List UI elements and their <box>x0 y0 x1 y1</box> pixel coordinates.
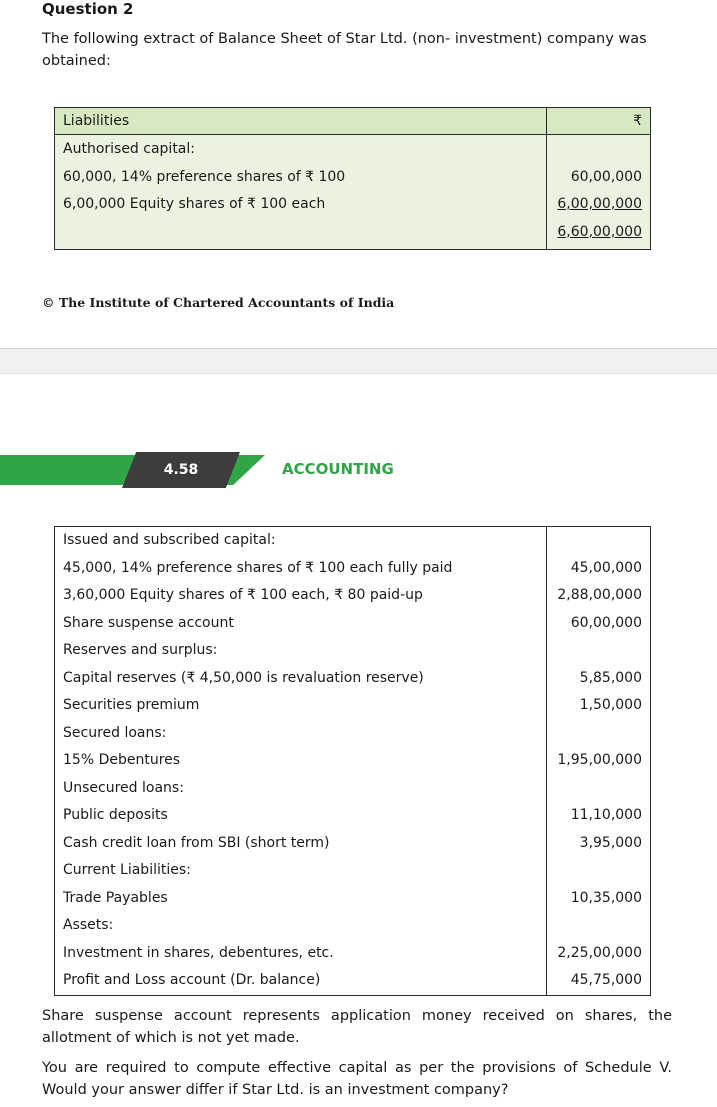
chapter-title: ACCOUNTING <box>282 460 394 478</box>
table-row-amount: 45,00,000 <box>570 559 642 576</box>
table-row-label: 60,000, 14% preference shares of ₹ 100 <box>63 168 346 185</box>
table-row-amount <box>555 136 642 164</box>
table-amounts-column <box>547 527 651 996</box>
liabilities-table-part2 <box>54 526 651 996</box>
copyright-notice: © The Institute of Chartered Accountants of India <box>42 295 395 310</box>
liabilities-header: Liabilities <box>55 108 547 135</box>
table-row-label <box>63 219 538 247</box>
table-row-amount: 2,25,00,000 <box>557 944 642 961</box>
table-row-label: Share suspense account <box>63 614 234 631</box>
table-row-amount <box>555 720 642 748</box>
requirement-paragraph: You are required to compute effective capital as per the provisions of Schedule V. Would your answer differ if Star Ltd. is an investment company? <box>42 1060 672 1098</box>
rupee-header: ₹ <box>547 108 651 135</box>
table-row-label: Unsecured loans: <box>63 779 184 796</box>
table-row-label: Public deposits <box>63 807 168 823</box>
note-paragraph: Share suspense account represents application money received on shares, the allotment of which is not yet made. <box>42 1008 672 1046</box>
table-row-label: Assets: <box>63 917 114 933</box>
table-row-amount: 3,95,000 <box>579 834 642 851</box>
table-row-label: 3,60,000 Equity shares of ₹ 100 each, ₹ 80 paid-up <box>63 587 423 603</box>
page-separator <box>0 348 717 374</box>
table-row-amount <box>555 637 642 665</box>
table-row-amount: 11,10,000 <box>570 807 642 823</box>
table-row-amount: 45,75,000 <box>570 972 642 988</box>
table-labels-column <box>55 527 547 996</box>
table-row-label: Cash credit loan from SBI (short term) <box>63 834 330 851</box>
table-row-amount <box>555 912 642 940</box>
table-row-amount <box>555 775 642 803</box>
table-row-amount: 1,95,00,000 <box>557 752 642 768</box>
table-row-amount: 60,00,000 <box>570 168 642 185</box>
liabilities-table-part1 <box>54 107 651 250</box>
question-title: Question 2 <box>42 0 134 18</box>
table-row-amount: 5,85,000 <box>579 669 642 686</box>
total-amount: 6,60,00,000 <box>557 223 642 240</box>
table-row-amount <box>555 857 642 885</box>
table-row-label: Profit and Loss account (Dr. balance) <box>63 972 321 988</box>
table-row-label: Issued and subscribed capital: <box>63 532 276 548</box>
table-row-label: Reserves and surplus: <box>63 642 218 658</box>
table-row-label: Capital reserves (₹ 4,50,000 is revaluation reserve) <box>63 669 424 686</box>
table-row-label: Authorised capital: <box>63 141 195 157</box>
table-row-amount: 10,35,000 <box>570 889 642 906</box>
table-row-label: Investment in shares, debentures, etc. <box>63 944 334 961</box>
table-row-label: 45,000, 14% preference shares of ₹ 100 each fully paid <box>63 559 453 576</box>
page-number: 4.58 <box>163 462 199 478</box>
table-row-label: Current Liabilities: <box>63 862 191 878</box>
table-row-amount: 2,88,00,000 <box>557 587 642 603</box>
table-row-label: Securities premium <box>63 697 200 713</box>
table-row-label: 15% Debentures <box>63 752 181 768</box>
table-row-amount <box>555 527 642 555</box>
intro-text: The following extract of Balance Sheet of Star Ltd. (non- investment) company was obtained: <box>42 31 647 69</box>
table-row-amount: 1,50,000 <box>579 697 642 713</box>
table-row-label: Secured loans: <box>63 724 167 741</box>
table-row-label: Trade Payables <box>63 889 168 906</box>
table-row-amount: 6,00,00,000 <box>557 196 642 212</box>
table-row-amount: 60,00,000 <box>570 614 642 631</box>
table-row-label: 6,00,000 Equity shares of ₹ 100 each <box>63 196 326 212</box>
